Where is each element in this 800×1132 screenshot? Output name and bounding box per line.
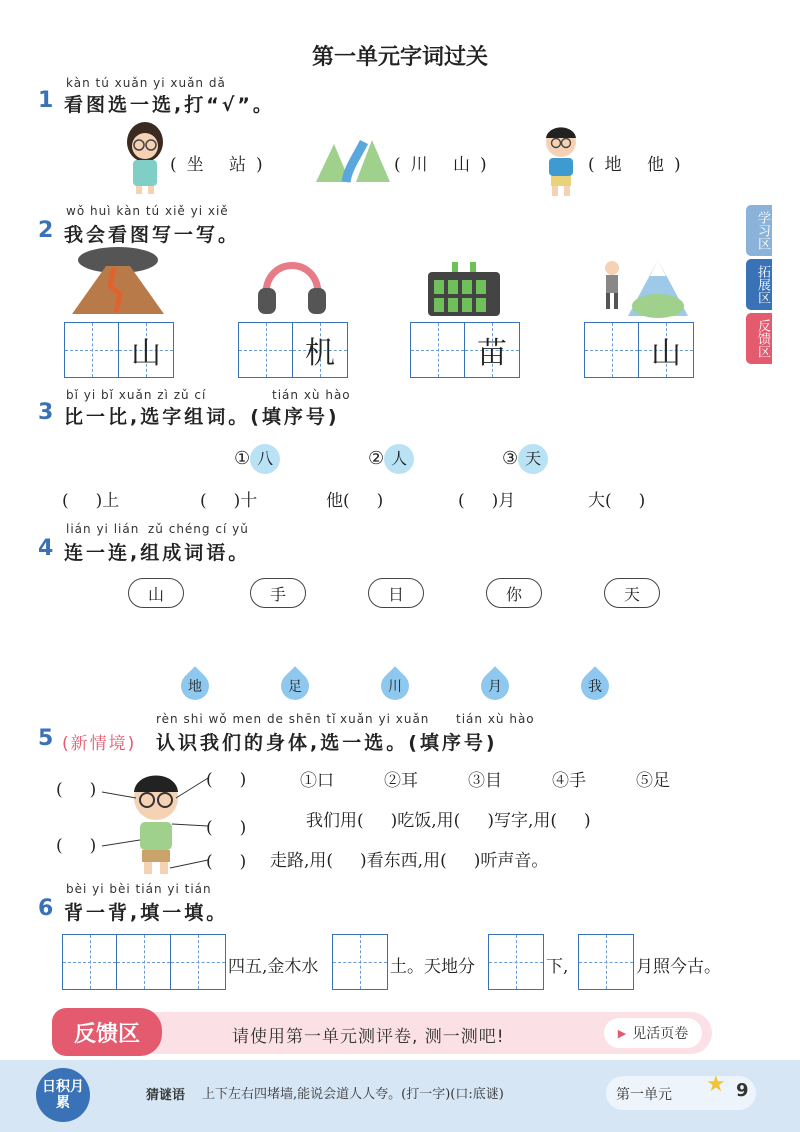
q2-pinyin: wǒ huì kàn tú xiě yi xiě (66, 204, 229, 218)
q3-blank-4[interactable]: ( )月 (458, 491, 516, 511)
girl-icon (118, 118, 172, 194)
body-boy-icon (100, 764, 210, 876)
see-test-sheet-button[interactable]: ▶ 见活页卷 (604, 1018, 702, 1048)
side-tabs (746, 205, 772, 364)
q5-option-4: ④手 (552, 771, 586, 791)
q3-instruction: 比一比,选字组词。(填序号) (64, 406, 340, 428)
q6-segment-4: 月照今古。 (636, 957, 721, 977)
q3-number: 3 (38, 400, 54, 425)
q6-grid-3[interactable] (488, 934, 544, 990)
cloud-word-3[interactable]: 日 (368, 578, 424, 608)
q2-grid-1[interactable] (64, 322, 174, 378)
cloud-word-4[interactable]: 你 (486, 578, 542, 608)
q3-pinyin-a: bǐ yi bǐ xuǎn zì zǔ cí (66, 388, 207, 402)
side-tab-extend[interactable]: 拓展区 (746, 259, 772, 310)
q2-grid-4[interactable] (584, 322, 694, 378)
q3-blank-5[interactable]: 大( ) (588, 491, 646, 511)
q1-option-1[interactable]: (坐 站) (170, 155, 273, 175)
q6-number: 6 (38, 896, 54, 921)
q6-instruction: 背一背,填一填。 (64, 902, 229, 924)
q5-option-2: ②耳 (384, 771, 418, 791)
q3-blank-3[interactable]: 他( ) (326, 491, 384, 511)
q5-label-right-2[interactable]: ( ) (206, 818, 247, 838)
q2-char-2: 机 (305, 336, 335, 371)
q6-segment-3: 下, (546, 957, 569, 977)
drop-word-4[interactable]: 月 (480, 662, 510, 700)
q5-sentence-2[interactable]: 走路,用( )看东西,用( )听声音。 (270, 851, 549, 871)
q5-option-5: ⑤足 (636, 771, 670, 791)
q5-label-right-1[interactable]: ( ) (206, 770, 247, 790)
q5-label-left-2[interactable]: ( ) (56, 836, 97, 856)
q5-label-left-1[interactable]: ( ) (56, 780, 97, 800)
seedling-tray-icon (426, 260, 502, 318)
boy-icon (536, 120, 586, 196)
q2-char-4: 山 (651, 336, 681, 371)
riddle-label: 猜谜语 (146, 1088, 186, 1103)
q4-pinyin-b: zǔ chéng cí yǔ (148, 522, 249, 536)
q5-label-right-3[interactable]: ( ) (206, 852, 247, 872)
q5-option-3: ③目 (468, 771, 502, 791)
q2-instruction: 我会看图写一写。 (64, 224, 241, 246)
q1-number: 1 (38, 88, 54, 113)
hiker-mountain-icon (588, 248, 688, 318)
q5-new-scenario-tag: (新情境) (62, 734, 137, 754)
q1-instruction: 看图选一选,打“√”。 (64, 94, 275, 116)
q4-instruction: 连一连,组成词语。 (64, 542, 251, 564)
q6-grid-2[interactable] (332, 934, 388, 990)
star-icon: ★ (706, 1072, 726, 1097)
drop-word-3[interactable]: 川 (380, 662, 410, 700)
q6-pinyin: bèi yi bèi tián yi tián (66, 882, 212, 896)
q5-instruction: 认识我们的身体,选一选。(填序号) (156, 732, 498, 754)
q2-char-3: 苗 (477, 336, 507, 371)
page-title: 第一单元字词过关 (311, 45, 488, 70)
feedback-label: 反馈区 (52, 1008, 162, 1056)
q4-number: 4 (38, 536, 54, 561)
drop-word-2[interactable]: 足 (280, 662, 310, 700)
q1-option-3[interactable]: (地 他) (588, 155, 691, 175)
q6-segment-2: 土。天地分 (390, 957, 475, 977)
drop-word-5[interactable]: 我 (580, 662, 610, 700)
q3-blank-1[interactable]: ( )上 (62, 491, 120, 511)
unit-label: 第一单元 (616, 1087, 672, 1103)
daily-accumulation-badge: 日积月累 (36, 1068, 90, 1122)
play-icon: ▶ (617, 1026, 627, 1040)
q4-pinyin-a: lián yi lián (66, 522, 140, 536)
q5-pinyin-a: rèn shi wǒ men de shēn tǐ (156, 712, 337, 726)
volcano-icon (68, 246, 168, 316)
q6-segment-1: 四五,金木水 (228, 957, 319, 977)
feedback-text: 请使用第一单元测评卷, 测一测吧! (232, 1027, 505, 1047)
drop-word-1[interactable]: 地 (180, 662, 210, 700)
q2-grid-3[interactable] (410, 322, 520, 378)
q5-option-1: ①口 (300, 771, 334, 791)
side-tab-feedback[interactable]: 反馈区 (746, 313, 772, 364)
side-tab-study[interactable]: 学习区 (746, 205, 772, 256)
cloud-word-1[interactable]: 山 (128, 578, 184, 608)
q3-pinyin-b: tián xù hào (272, 388, 351, 402)
q2-number: 2 (38, 218, 54, 243)
q3-choice-1: ① 八 (234, 444, 280, 474)
q6-grid-1[interactable] (62, 934, 226, 990)
q1-pinyin: kàn tú xuǎn yi xuǎn dǎ (66, 76, 226, 90)
q5-pinyin-c: tián xù hào (456, 712, 535, 726)
q2-grid-2[interactable] (238, 322, 348, 378)
q3-choice-2: ② 人 (368, 444, 414, 474)
page-number: 9 (736, 1080, 749, 1101)
q5-number: 5 (38, 726, 54, 751)
q5-sentence-1[interactable]: 我们用( )吃饭,用( )写字,用( ) (306, 811, 591, 831)
q2-char-1: 山 (131, 336, 161, 371)
headphones-icon (256, 250, 328, 318)
q3-choice-3: ③ 天 (502, 444, 548, 474)
cloud-word-2[interactable]: 手 (250, 578, 306, 608)
river-mountain-icon (316, 134, 390, 186)
q1-option-2[interactable]: (川 山) (394, 155, 497, 175)
q3-blank-2[interactable]: ( )十 (200, 491, 258, 511)
riddle-text: 上下左右四堵墙,能说会道人人夸。(打一字)(口:底谜) (202, 1087, 504, 1102)
cloud-word-5[interactable]: 天 (604, 578, 660, 608)
q6-grid-4[interactable] (578, 934, 634, 990)
q5-pinyin-b: xuǎn yi xuǎn (340, 712, 430, 726)
